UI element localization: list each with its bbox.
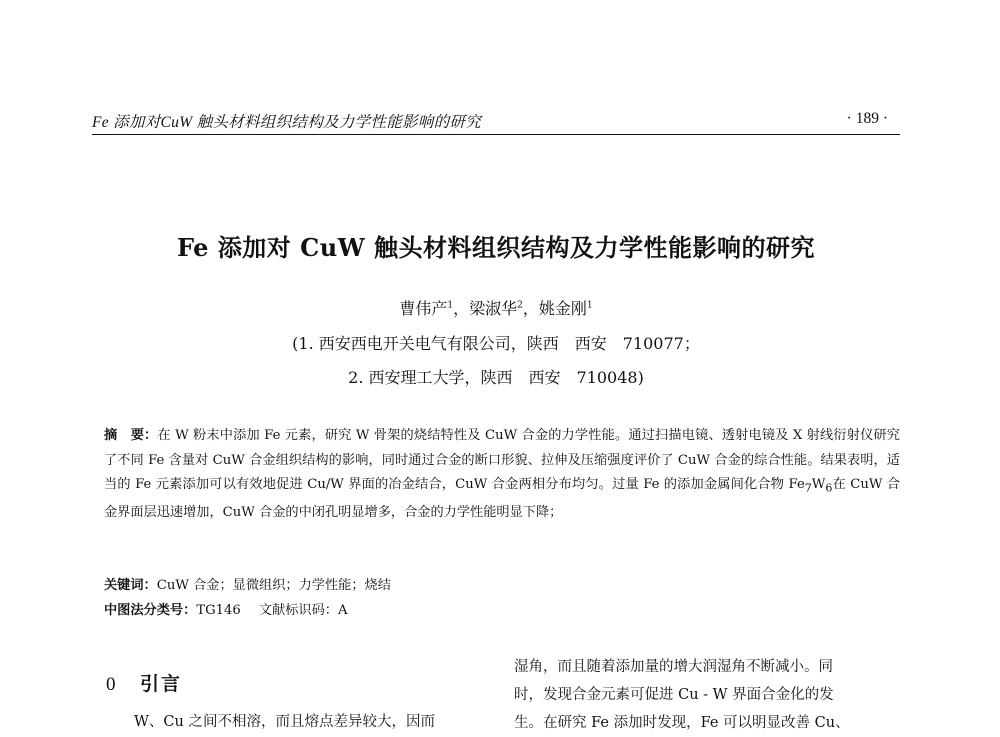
body-text-line: 湿角，而且随着添加量的增大润湿角不断减小。同 — [514, 659, 833, 675]
author-name: 姚金刚 — [538, 299, 587, 318]
section-title: 引言 — [140, 673, 183, 695]
classification — [104, 599, 900, 618]
affiliation-line: (1. 西安西电开关电气有限公司，陕西 西安 710077； — [292, 334, 700, 353]
affiliation-mark: 1 — [586, 300, 593, 311]
author-list — [92, 296, 900, 319]
classification-value: TG146 — [196, 603, 241, 618]
subscript: 7 — [804, 481, 812, 495]
body-text-line: 生。在研究 Fe 添加时发现，Fe 可以明显改善 Cu、 — [514, 715, 850, 731]
section-heading — [106, 669, 182, 696]
author-separator: ， — [453, 299, 470, 318]
affiliation-line: 2. 西安理工大学，陕西 西安 710048) — [348, 368, 644, 387]
paper-title: Fe 添加对 CuW 触头材料组织结构及力学性能影响的研究 — [176, 233, 816, 262]
author-name: 梁淑华 — [469, 299, 518, 318]
abstract-label: 摘 要： — [104, 428, 158, 443]
keywords — [104, 574, 900, 593]
affiliation-mark: 1 — [447, 300, 454, 311]
classification-label: 中图法分类号： — [104, 603, 197, 618]
keywords-value: CuW 合金；显微组织；力学性能；烧结 — [156, 578, 391, 593]
document-code-value: A — [337, 603, 348, 618]
abstract-text: W — [811, 477, 826, 492]
document-code-label: 文献标识码： — [258, 603, 338, 618]
body-text-line: W、Cu 之间不相溶，而且熔点差异较大，因而 — [134, 714, 435, 730]
abstract — [104, 424, 900, 526]
body-right-column — [514, 653, 900, 737]
author-name: 曹伟产 — [399, 299, 448, 318]
abstract-text: 在 W 粉末中添加 Fe 元素，研究 W 骨架的烧结特性及 CuW 合金的力学性能。通过扫描电镜、透射电镜及 X 射线衍射仪研究了不同 Fe 含量对 CuW 合金组织结构的影响，同时通过合金的断口形貌、拉伸及压缩强度评价了 CuW 合金的综合性能。结果表明，适当的 Fe 元素添加可以有效地促进 Cu/W 界面的冶金结合，CuW 合金两相分布均匀。过量 Fe 的添加金属间化合物 Fe — [104, 428, 900, 492]
subscript: 6 — [825, 481, 833, 495]
section-number: 0 — [106, 674, 116, 695]
abstract-text: 在 CuW 合金界面层迅速增加，CuW 合金的中闭孔明显增多，合金的力学性能明显下降； — [104, 477, 900, 521]
body-text-line: 时，发现合金元素可促进 Cu - W 界面合金化的发 — [514, 687, 834, 703]
page-number: · 189 · — [846, 110, 888, 127]
running-header — [92, 108, 900, 135]
keywords-label: 关键词： — [104, 578, 157, 593]
affiliation-mark: 2 — [517, 300, 523, 311]
body-left-column — [134, 710, 482, 731]
author-separator: ， — [522, 299, 539, 318]
running-title: Fe 添加对CuW 触头材料组织结构及力学性能影响的研究 — [92, 114, 481, 131]
